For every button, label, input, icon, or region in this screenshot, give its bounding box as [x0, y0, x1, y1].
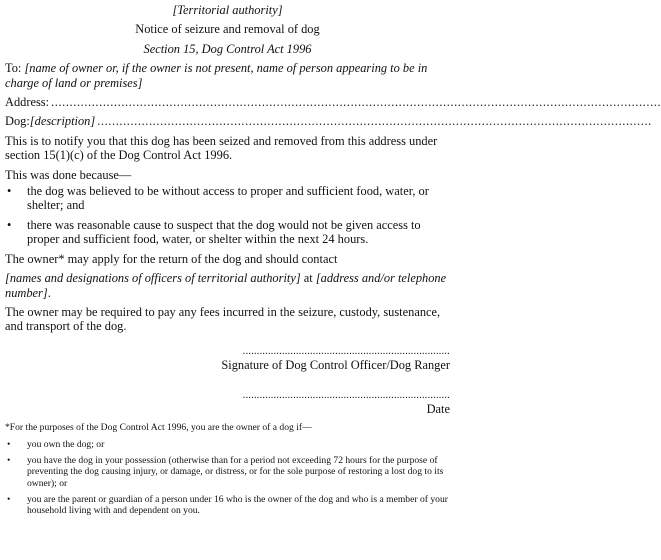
contact-address-field: [address and/or telephone number]: [5, 271, 447, 300]
because-item: [5, 184, 450, 213]
bullet: •: [7, 439, 11, 451]
dog-label: Dog:: [5, 114, 30, 129]
because-item-text: the dog was believed to be without access to proper and sufficient food, water, or shelter; and: [27, 184, 429, 213]
footnote: [5, 422, 450, 517]
footnote-intro: *For the purposes of the Dog Control Act 1996, you are the owner of a dog if—: [5, 421, 312, 433]
footnote-item-text: you have the dog in your possession (otherwise than for a period not exceeding 72 hours for the purpose of preventing the dog causing injury, or damage, or distress, or for the sole purpose of restoring a lost dog to its owner); or: [27, 454, 444, 489]
bullet: •: [7, 454, 11, 466]
footnote-item: [5, 455, 450, 490]
contact-end: .: [47, 285, 51, 300]
dog-field-dots: ......................................................................................................................................................: [97, 114, 652, 129]
bullet: •: [7, 217, 12, 232]
because-item: [5, 218, 450, 247]
owner-name-field: [name of owner or, if the owner is not present, name of person appearing to be in charge of land or premises]: [5, 61, 428, 90]
because-item-text: there was reasonable cause to suspect that the dog would not be given access to proper and sufficient food, water, or shelter within the next 24 hours.: [27, 217, 421, 247]
address-line: [5, 95, 661, 110]
signature-label: Signature of Dog Control Officer/Dog Ranger: [221, 357, 450, 372]
footnote-item: [5, 494, 450, 517]
date-label: Date: [426, 402, 450, 417]
dog-description: [description]: [29, 114, 96, 129]
address-label: Address:: [5, 95, 50, 110]
address-field-dots: .....................................................................................................................................................................: [51, 95, 661, 110]
act-section: Section 15, Dog Control Act 1996: [143, 41, 312, 56]
to-line: [5, 61, 450, 90]
fees-paragraph: The owner may be required to pay any fees incurred in the seizure, custody, sustenance, and transport of the dog.: [5, 304, 441, 334]
footnote-item-text: you own the dog; or: [27, 439, 105, 451]
dog-line: [5, 114, 652, 129]
territorial-authority: [Territorial authority]: [172, 3, 283, 17]
notice-title: Notice of seizure and removal of dog: [135, 22, 320, 37]
signature-dots: ..........................................................................: [242, 345, 450, 357]
footnote-item-text: you are the parent or guardian of a person under 16 who is the owner of the dog and who is a member of your household living with and dependent on you.: [27, 493, 448, 517]
contact-at: at: [300, 271, 316, 286]
to-label: To:: [5, 61, 25, 76]
bullet: •: [7, 493, 11, 505]
bullet: •: [7, 184, 12, 199]
footnote-item: [5, 439, 450, 451]
notify-paragraph: This is to notify you that this dog has been seized and removed from this address under section 15(1)(c) of the Dog Control Act 1996.: [5, 133, 438, 163]
date-dots: ..........................................................................: [242, 390, 450, 402]
officer-names-field: [names and designations of officers of territorial authority]: [5, 271, 301, 286]
signature-block: [5, 346, 450, 372]
because-intro: This was done because—: [5, 167, 132, 182]
date-block: [5, 390, 450, 416]
contact-line: [5, 271, 450, 300]
apply-paragraph: The owner* may apply for the return of the dog and should contact: [5, 251, 338, 266]
